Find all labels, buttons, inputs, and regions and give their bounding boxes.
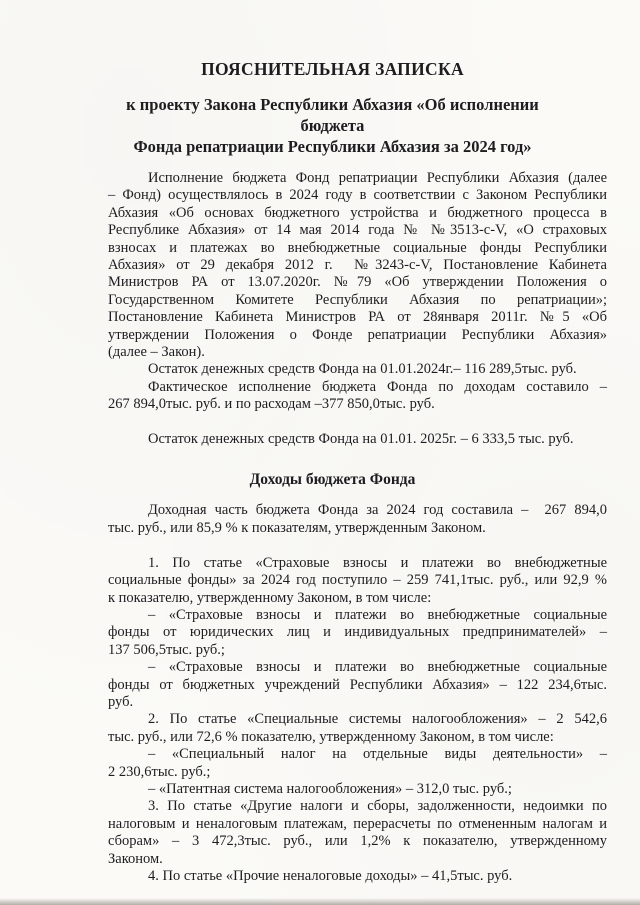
document-subtitle-line-1: к проекту Закона Республики Абхазия «Об исполнении бюджета: [126, 95, 539, 135]
text-line: Республике Абхазия» от 14 мая 2014 года № №3513-с-V, «О страховых: [108, 222, 607, 239]
text-line: Доходная часть бюджета Фонда за 2024 год составила – 267 894,0: [148, 502, 607, 519]
document-subtitle-line-2: Фонда репатриации Республики Абхазия за 2024 год»: [133, 137, 532, 156]
text-line: (далее – Закон).: [108, 344, 205, 361]
text-line: 2 230,6тыс. руб.;: [108, 763, 211, 780]
text-line: 2. По статье «Специальные системы налогообложения» – 2 542,6: [148, 711, 607, 728]
text-line: руб.: [108, 693, 134, 710]
document-content: [108, 58, 607, 885]
text-line: Абхазия «Об основах бюджетного устройства и бюджетного процесса в: [108, 204, 607, 221]
text-line: – «Специальный налог на отдельные виды деятельности» –: [148, 746, 607, 763]
text-line: взносах и платежах во внебюджетные социальные фонды Республики: [108, 239, 607, 256]
text-line: Остаток денежных средств Фонда на 01.01. 2025г. – 6 333,5 тыс. руб.: [148, 431, 574, 448]
scan-edge-shadow: [0, 898, 640, 905]
text-line: – Фонд) осуществлялось в 2024 году в соответствии с Законом Республики: [108, 187, 607, 204]
document-body: [108, 170, 607, 885]
text-line: – «Патентная система налогообложения» – 312,0 тыс. руб.;: [148, 780, 512, 797]
text-line: 1. По статье «Страховые взносы и платежи во внебюджетные: [148, 554, 607, 571]
text-line: утверждении Положения о Фонде репатриации Республики Абхазия»: [108, 326, 607, 343]
text-line: Остаток денежных средств Фонда на 01.01.2024г.– 116 289,5тыс. руб.: [148, 361, 577, 378]
text-line: Фактическое исполнение бюджета Фонда по доходам составило –: [148, 378, 607, 395]
document-subtitle: [108, 94, 607, 157]
text-line: – «Страховые взносы и платежи во внебюджетные социальные: [148, 659, 607, 676]
text-line: 137 506,5тыс. руб.;: [108, 641, 225, 658]
document-title: ПОЯСНИТЕЛЬНАЯ ЗАПИСКА: [201, 59, 464, 79]
text-line: Абхазия» от 29 декабря 2012 г. №3243-с-V, Постановление Кабинета: [108, 257, 607, 274]
text-line: Министров РА от 13.07.2020г. №79 «Об утверждении Положения о: [108, 274, 607, 291]
section-heading: Доходы бюджета Фонда: [249, 471, 416, 489]
text-line: 3. По статье «Другие налоги и сборы, задолженности, недоимки по: [148, 798, 607, 815]
text-line: тыс. руб., или 85,9 % к показателям, утвержденным Законом.: [108, 519, 486, 536]
text-line: 4. По статье «Прочие неналоговые доходы» – 41,5тыс. руб.: [148, 868, 513, 884]
text-line: Постановление Кабинета Министров РА от 28января 2011г. №5 «Об: [108, 309, 607, 326]
text-line: фонды от бюджетных учреждений Республики Абхазия» – 122 234,6тыс.: [108, 676, 607, 693]
text-line: – «Страховые взносы и платежи во внебюджетные социальные: [148, 606, 607, 623]
text-line: налоговым и неналоговым платежам, перерасчеты по отмененным налогам и: [108, 815, 607, 832]
text-line: к показателю, утвержденному Законом, в том числе:: [108, 589, 432, 606]
text-line: Государственном Комитете Республики Абхазия по репатриации»;: [108, 291, 607, 308]
text-line: сборам» – 3 472,3тыс. руб., или 1,2% к показателю, утвержденному: [108, 833, 607, 850]
text-line: Исполнение бюджета Фонд репатриации Республики Абхазия (далее: [148, 170, 607, 186]
text-line: фонды от юридических лиц и индивидуальных предпринимателей» –: [108, 624, 607, 641]
text-line: тыс. руб., или 72,6 % показателю, утвержденному Законом, в том числе:: [108, 728, 554, 745]
text-line: Законом.: [108, 850, 163, 867]
text-line: 267 894,0тыс. руб. и по расходам –377 850,0тыс. руб.: [108, 396, 435, 413]
text-line: социальные фонды» за 2024 год поступило – 259 741,1тыс. руб., или 92,9 %: [108, 572, 607, 589]
